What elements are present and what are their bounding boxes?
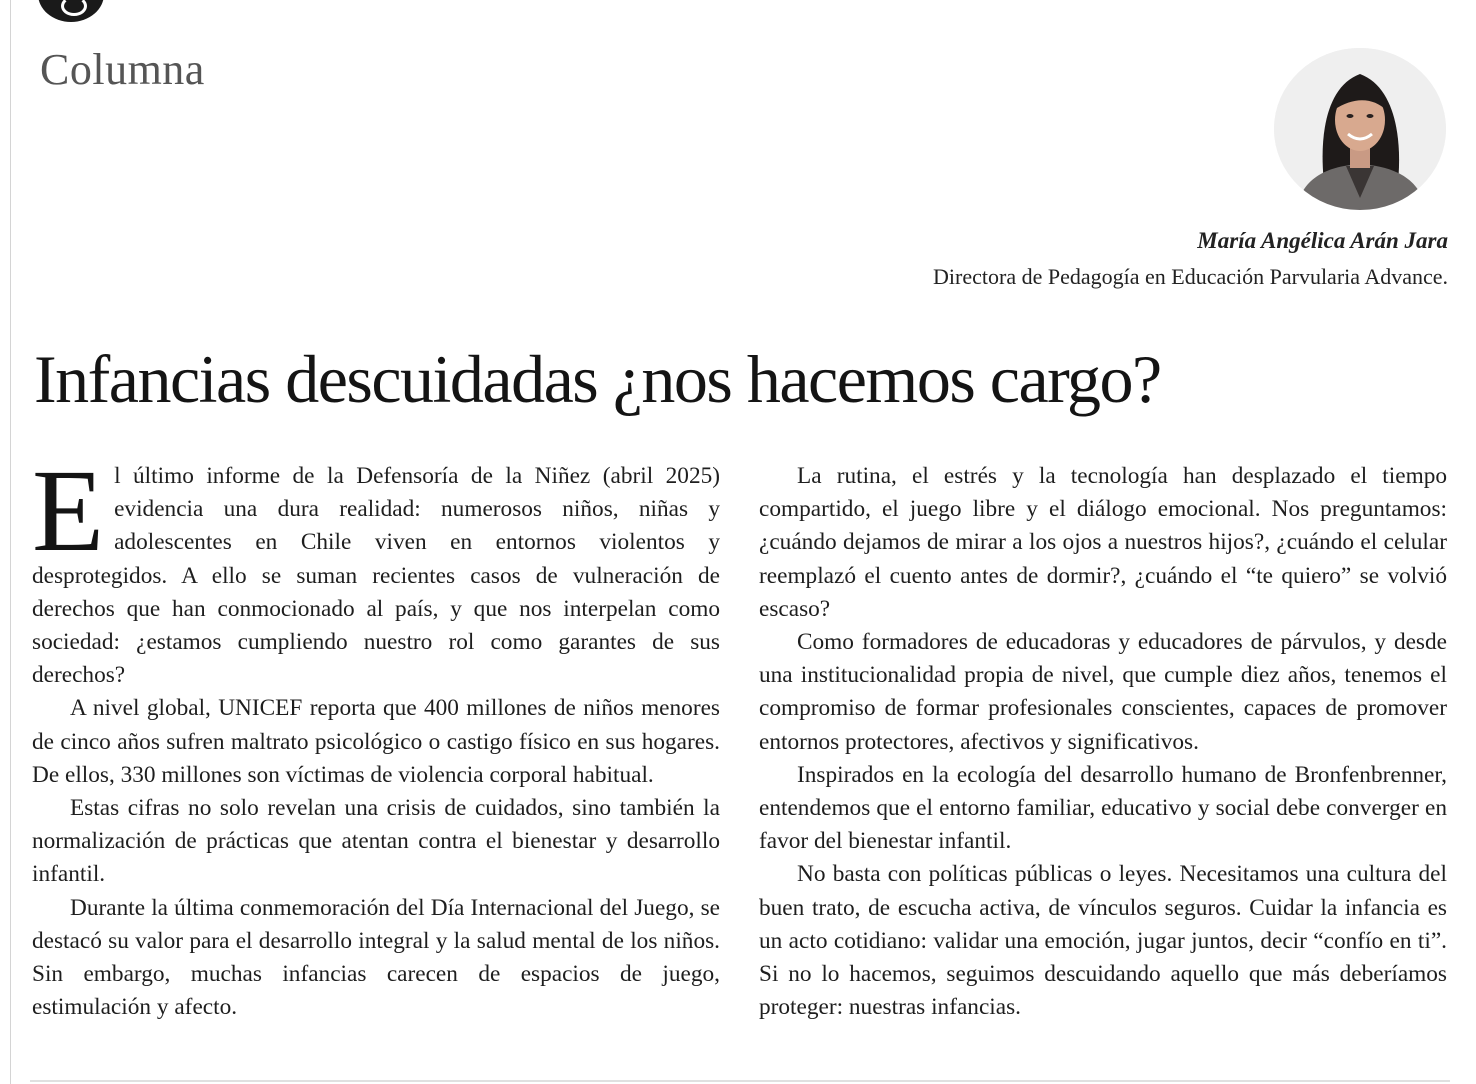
article-paragraph: Durante la última conmemoración del Día Internacional del Juego, se destacó su valor para el desarrollo integral y la salud mental de los niños. Sin embargo, muchas infancias carecen de espacios de juego, estimulación y afecto. bbox=[32, 894, 720, 1021]
author-portrait-icon bbox=[1274, 48, 1446, 210]
author-photo bbox=[1274, 48, 1446, 210]
section-label: Columna bbox=[40, 45, 205, 94]
drop-cap: E bbox=[32, 445, 105, 576]
article-paragraph: Inspirados en la ecología del desarrollo humano de Bronfenbrenner, entendemos que el entorno familiar, educativo y social debe converger en favor del bienestar infantil. bbox=[759, 761, 1447, 855]
article-headline: Infancias descuidadas ¿nos hacemos cargo? bbox=[34, 341, 1161, 417]
left-margin-rule bbox=[10, 0, 11, 1084]
article-right-column bbox=[759, 460, 1447, 1024]
article-paragraph bbox=[32, 445, 720, 692]
article-paragraph: A nivel global, UNICEF reporta que 400 millones de niños menores de cinco años sufren maltrato psicológico o castigo físico en sus hogares. De ellos, 330 millones son víctimas de violencia corporal habitual. bbox=[32, 695, 720, 788]
article-paragraph: La rutina, el estrés y la tecnología han desplazado el tiempo compartido, el juego libre y el diálogo emocional. Nos preguntamos: ¿cuándo dejamos de mirar a los ojos a nuestros hijos?, ¿cuándo el celular reemplazó el cuento antes de dormir?, ¿cuándo el “te quiero” se volvió escaso? bbox=[759, 463, 1447, 622]
bottom-divider bbox=[30, 1080, 1450, 1082]
paragraph-text: l último informe de la Defensoría de la Niñez (abril 2025) evidencia una dura realidad: numerosos niños, niñas y adolescentes en Chile viven en entornos violentos y desprotegidos. A ello se suman recientes casos de vulneración de derechos que han conmocionado al país, y que nos interpelan como sociedad: ¿estamos cumpliendo nuestro rol como garantes de sus derechos? bbox=[32, 463, 720, 689]
author-role: Directora de Pedagogía en Educación Parvularia Advance. bbox=[933, 264, 1448, 289]
article-paragraph: Como formadores de educadoras y educadores de párvulos, y desde una institucionalidad propia de nivel, que cumple diez años, tenemos el compromiso de formar profesionales conscientes, capaces de promover entornos protectores, afectivos y significativos. bbox=[759, 629, 1447, 755]
section-badge-icon bbox=[38, 0, 104, 22]
author-name: María Angélica Arán Jara bbox=[1197, 228, 1448, 253]
article-paragraph: No basta con políticas públicas o leyes. Necesitamos una cultura del buen trato, de escucha activa, de vínculos seguros. Cuidar la infancia es un acto cotidiano: validar una emoción, jugar juntos, decir “confío en ti”. Si no lo hacemos, seguimos descuidando aquello que más deberíamos proteger: nuestras infancias. bbox=[759, 861, 1447, 1021]
article-left-column bbox=[32, 445, 720, 1024]
article-paragraph: Estas cifras no solo revelan una crisis de cuidados, sino también la normalización de prácticas que atentan contra el bienestar y desarrollo infantil. bbox=[32, 795, 720, 888]
